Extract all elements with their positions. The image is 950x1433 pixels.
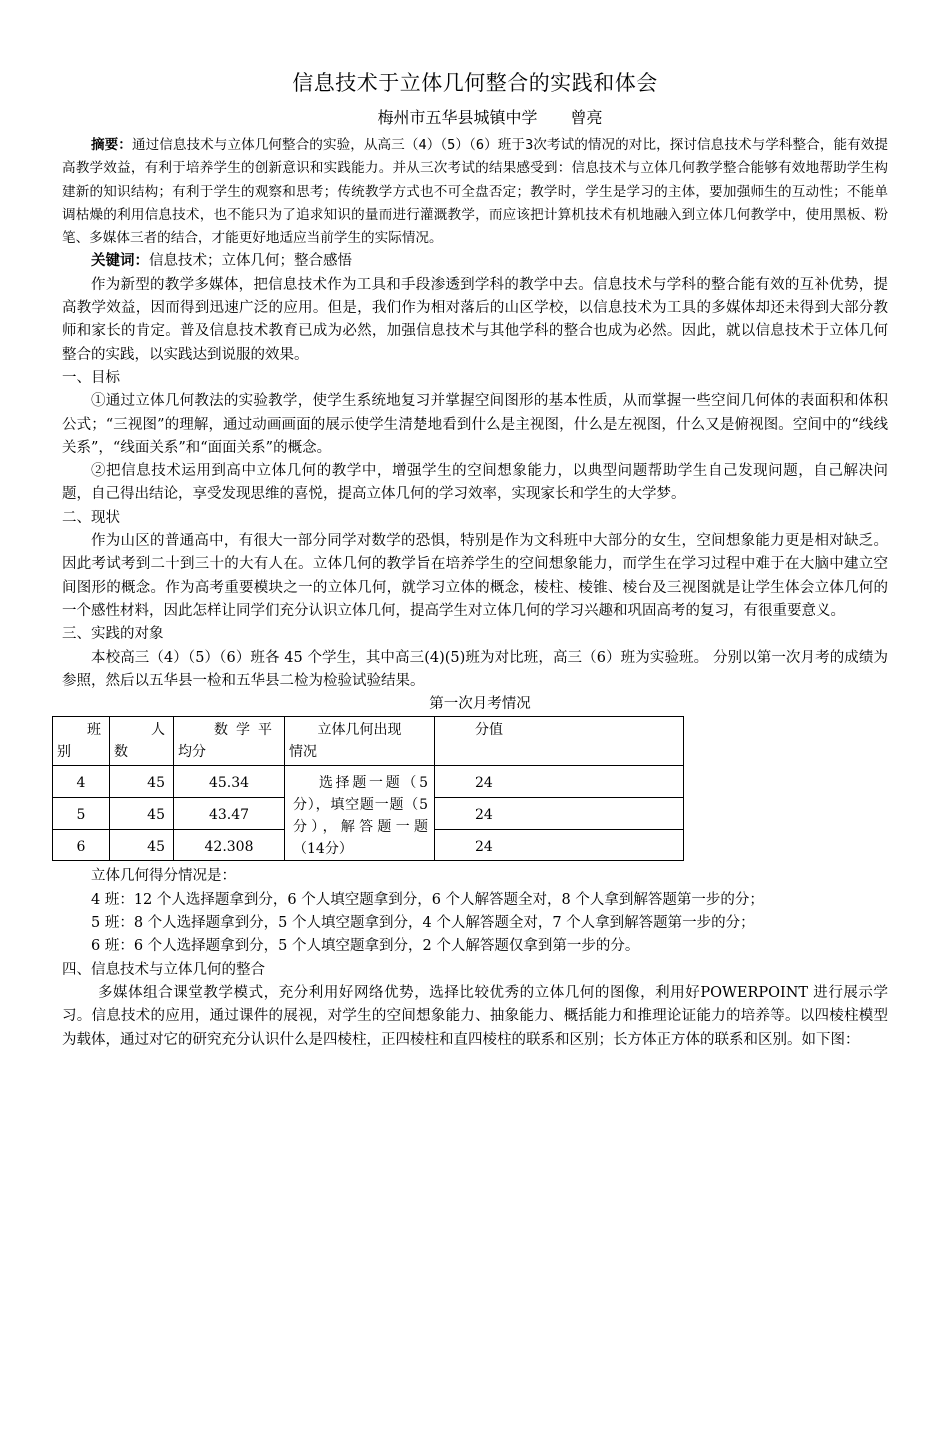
abstract	[62, 134, 888, 250]
cell-geo-situation: 选择题一题（5分），填空题一题（5分），解答题一题（14分）	[285, 766, 435, 861]
section-4-paragraph: 多媒体组合课堂教学模式，充分利用好网络优势，选择比较优秀的立体几何的图像，利用好POWERPOINT 进行展示学习。信息技术的应用，通过课件的展视，对学生的空间想象能力、抽象能力、概括能力和推理论证能力的培养等。以四棱柱模型为载体，通过对它的研究充分认识什么是四棱柱，正四棱柱和直四棱柱的联系和区别；长方体正方体的联系和区别。如下图：	[62, 984, 888, 1048]
header-avg	[174, 717, 285, 766]
header-count	[110, 717, 174, 766]
section-3-heading: 三、实践的对象	[62, 626, 164, 643]
header-count-a: 人	[151, 722, 165, 739]
cell-avg: 42.308	[174, 829, 285, 861]
cell-count: 45	[110, 829, 174, 861]
section-1-paragraph-1: ①通过立体几何教法的实验教学，使学生系统地复习并掌握空间图形的基本性质，从而掌握一些空间几何体的表面积和体积公式；“三视图”的理解，通过动画画面的展示使学生清楚地看到什么是主视图，什么是左视图，什么又是俯视图。空间中的“线线关系”，“线面关系”和“面面关系”的概念。	[62, 393, 888, 456]
header-score	[435, 717, 684, 766]
section-2-heading: 二、现状	[62, 509, 120, 526]
header-geo-a: 立体几何出现	[317, 722, 402, 739]
exam-table	[52, 716, 684, 861]
cell-count: 45	[110, 766, 174, 798]
header-class-b: 别	[57, 744, 71, 761]
keywords-text: 信息技术；立体几何；整合感悟	[149, 253, 352, 270]
abstract-label: 摘要：	[91, 137, 132, 153]
table-caption: 第一次月考情况	[429, 696, 531, 713]
header-class	[53, 717, 110, 766]
table-header-row	[53, 717, 684, 766]
cell-class: 5	[53, 798, 110, 830]
cell-count: 45	[110, 798, 174, 830]
section-4-heading: 四、信息技术与立体几何的整合	[62, 961, 265, 978]
cell-score: 24	[435, 766, 684, 798]
cell-class: 6	[53, 829, 110, 861]
score-class-6: 6 班：6 个人选择题拿到分，5 个人填空题拿到分，2 个人解答题仅拿到第一步的分。	[91, 938, 640, 955]
header-avg-b: 均分	[178, 744, 206, 761]
header-score-a: 分值	[475, 722, 503, 739]
cell-avg: 43.47	[174, 798, 285, 830]
header-avg-a: 数学平	[214, 722, 280, 739]
byline	[62, 106, 888, 130]
header-count-b: 数	[114, 744, 128, 761]
author-name: 曾亮	[570, 108, 603, 127]
section-1-heading: 一、目标	[62, 369, 120, 386]
intro-paragraph: 作为新型的教学多媒体，把信息技术作为工具和手段渗透到学科的教学中去。信息技术与学科的整合能有效的互补优势，提高教学效益，因而得到迅速广泛的应用。但是，我们作为相对落后的山区学校，以信息技术为工具的多媒体却还未得到大部分教师和家长的肯定。普及信息技术教育已成为必然，加强信息技术与其他学科的整合也成为必然。因此，就以信息技术于立体几何整合的实践，以实践达到说服的效果。	[62, 276, 888, 363]
author-school: 梅州市五华县城镇中学	[377, 108, 538, 127]
header-geo	[285, 717, 435, 766]
document-page	[57, 62, 888, 1052]
abstract-text: 通过信息技术与立体几何整合的实验，从高三（4）（5）（6）班于3次考试的情况的对比，探讨信息技术与学科整合，能有效提高教学效益，有利于培养学生的创新意识和实践能力。并从三次考试的结果感受到：信息技术与立体几何教学整合能够有效地帮助学生构建新的知识结构；有利于学生的观察和思考；传统教学方式也不可全盘否定；教学时，学生是学习的主体，要加强师生的互动性；不能单调枯燥的利用信息技术，也不能只为了追求知识的量而进行灌溉教学，而应该把计算机技术有机地融入到立体几何教学中，使用黑板、粉笔、多媒体三者的结合，才能更好地适应当前学生的实际情况。	[62, 137, 888, 247]
score-summary-title: 立体几何得分情况是：	[91, 868, 236, 885]
score-class-4: 4 班：12 个人选择题拿到分，6 个人填空题拿到分，6 个人解答题全对，8 个人拿到解答题第一步的分；	[91, 891, 764, 908]
header-class-a: 班	[87, 722, 101, 739]
section-2-paragraph: 作为山区的普通高中，有很大一部分同学对数学的恐惧，特别是作为文科班中大部分的女生，空间想象能力更是相对缺乏。因此考试考到二十到三十的大有人在。立体几何的教学旨在培养学生的空间想象能力，而学生在学习过程中难于在大脑中建立空间图形的概念。作为高考重要模块之一的立体几何，就学习立体的概念，棱柱、棱锥、棱台及三视图就是让学生体会立体几何的一个感性材料，因此怎样让同学们充分认识立体几何，提高学生对立体几何的学习兴趣和巩固高考的复习，有很重要意义。	[62, 533, 888, 619]
page-title: 信息技术于立体几何整合的实践和体会	[292, 71, 658, 95]
score-class-5: 5 班：8 个人选择题拿到分，5 个人填空题拿到分，4 个人解答题全对，7 个人拿到解答题第一步的分；	[91, 915, 755, 932]
table-row	[53, 766, 684, 798]
header-geo-b: 情况	[289, 744, 317, 761]
cell-score: 24	[435, 829, 684, 861]
cell-class: 4	[53, 766, 110, 798]
section-1-paragraph-2: ②把信息技术运用到高中立体几何的教学中，增强学生的空间想象能力，以典型问题帮助学生自己发现问题，自己解决问题，自己得出结论，享受发现思维的喜悦，提高立体几何的学习效率，实现家长和学生的大学梦。	[62, 463, 888, 503]
cell-score: 24	[435, 798, 684, 830]
keywords	[62, 250, 888, 273]
keywords-label: 关键词：	[91, 253, 149, 270]
section-3-paragraph: 本校高三（4）（5）（6）班各 45 个学生，其中高三(4)(5)班为对比班，高三（6）班为实验班。 分别以第一次月考的成绩为参照，然后以五华县一检和五华县二检为检验试验结果。	[62, 649, 888, 689]
cell-avg: 45.34	[174, 766, 285, 798]
